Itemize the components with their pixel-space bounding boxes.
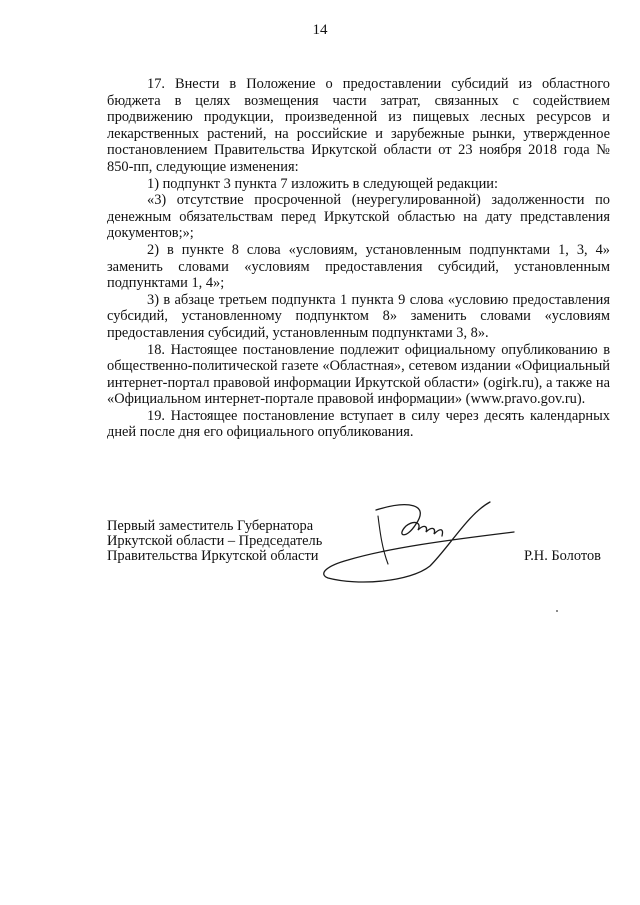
paragraph-17: 17. Внести в Положение о предоставлении субсидий из областного бюджета в целях возмещения части затрат, связанных с содействием продвижению продукции, произведенной из пищевых лесных ресурсов и лекарственных растений, на российские и зарубежные рынки, утвержденное постановлением Правительства Иркутской области от 23 ноября 2018 года № 850-пп, следующие изменения: — [107, 76, 610, 175]
subparagraph-1: 1) подпункт 3 пункта 7 изложить в следующей редакции: — [147, 175, 498, 192]
signatory-title-line: Иркутской области – Председатель — [107, 532, 323, 549]
signatory-title — [107, 519, 322, 563]
page-number: 14 — [312, 22, 328, 38]
quoted-subparagraph-3: «3) отсутствие просроченной (неурегулированной) задолженности по денежным обязательствам перед Иркутской областью на дату представления документов;»; — [107, 192, 610, 242]
signatory-title-line: Первый заместитель Губернатора — [107, 518, 314, 534]
paragraph-19: 19. Настоящее постановление вступает в силу через десять календарных дней после дня его официального опубликования. — [107, 407, 610, 441]
scan-speck — [556, 610, 558, 612]
signatory-name: Р.Н. Болотов — [524, 548, 601, 564]
handwritten-signature — [318, 494, 518, 586]
subparagraph-3: 3) в абзаце третьем подпункта 1 пункта 9 слова «условию предоставления субсидий, установленному подпунктом 8» заменить словами «условиям предоставления субсидий, установленным подпунктами 3, 8». — [107, 291, 610, 341]
paragraph-18: 18. Настоящее постановление подлежит официальному опубликованию в общественно-политической газете «Областная», сетевом издании «Официальный интернет-портал правовой информации Иркутской области» (ogirk.ru), а также на «Официальном интернет-портале правовой информации» (www.pravo.gov.ru). — [107, 341, 610, 408]
signatory-title-line: Правительства Иркутской области — [107, 547, 319, 564]
document-body — [107, 76, 610, 441]
subparagraph-2: 2) в пункте 8 слова «условиям, установленным подпунктами 1, 3, 4» заменить словами «условиям предоставления субсидий, установленным подпунктами 1, 4»; — [107, 241, 610, 292]
